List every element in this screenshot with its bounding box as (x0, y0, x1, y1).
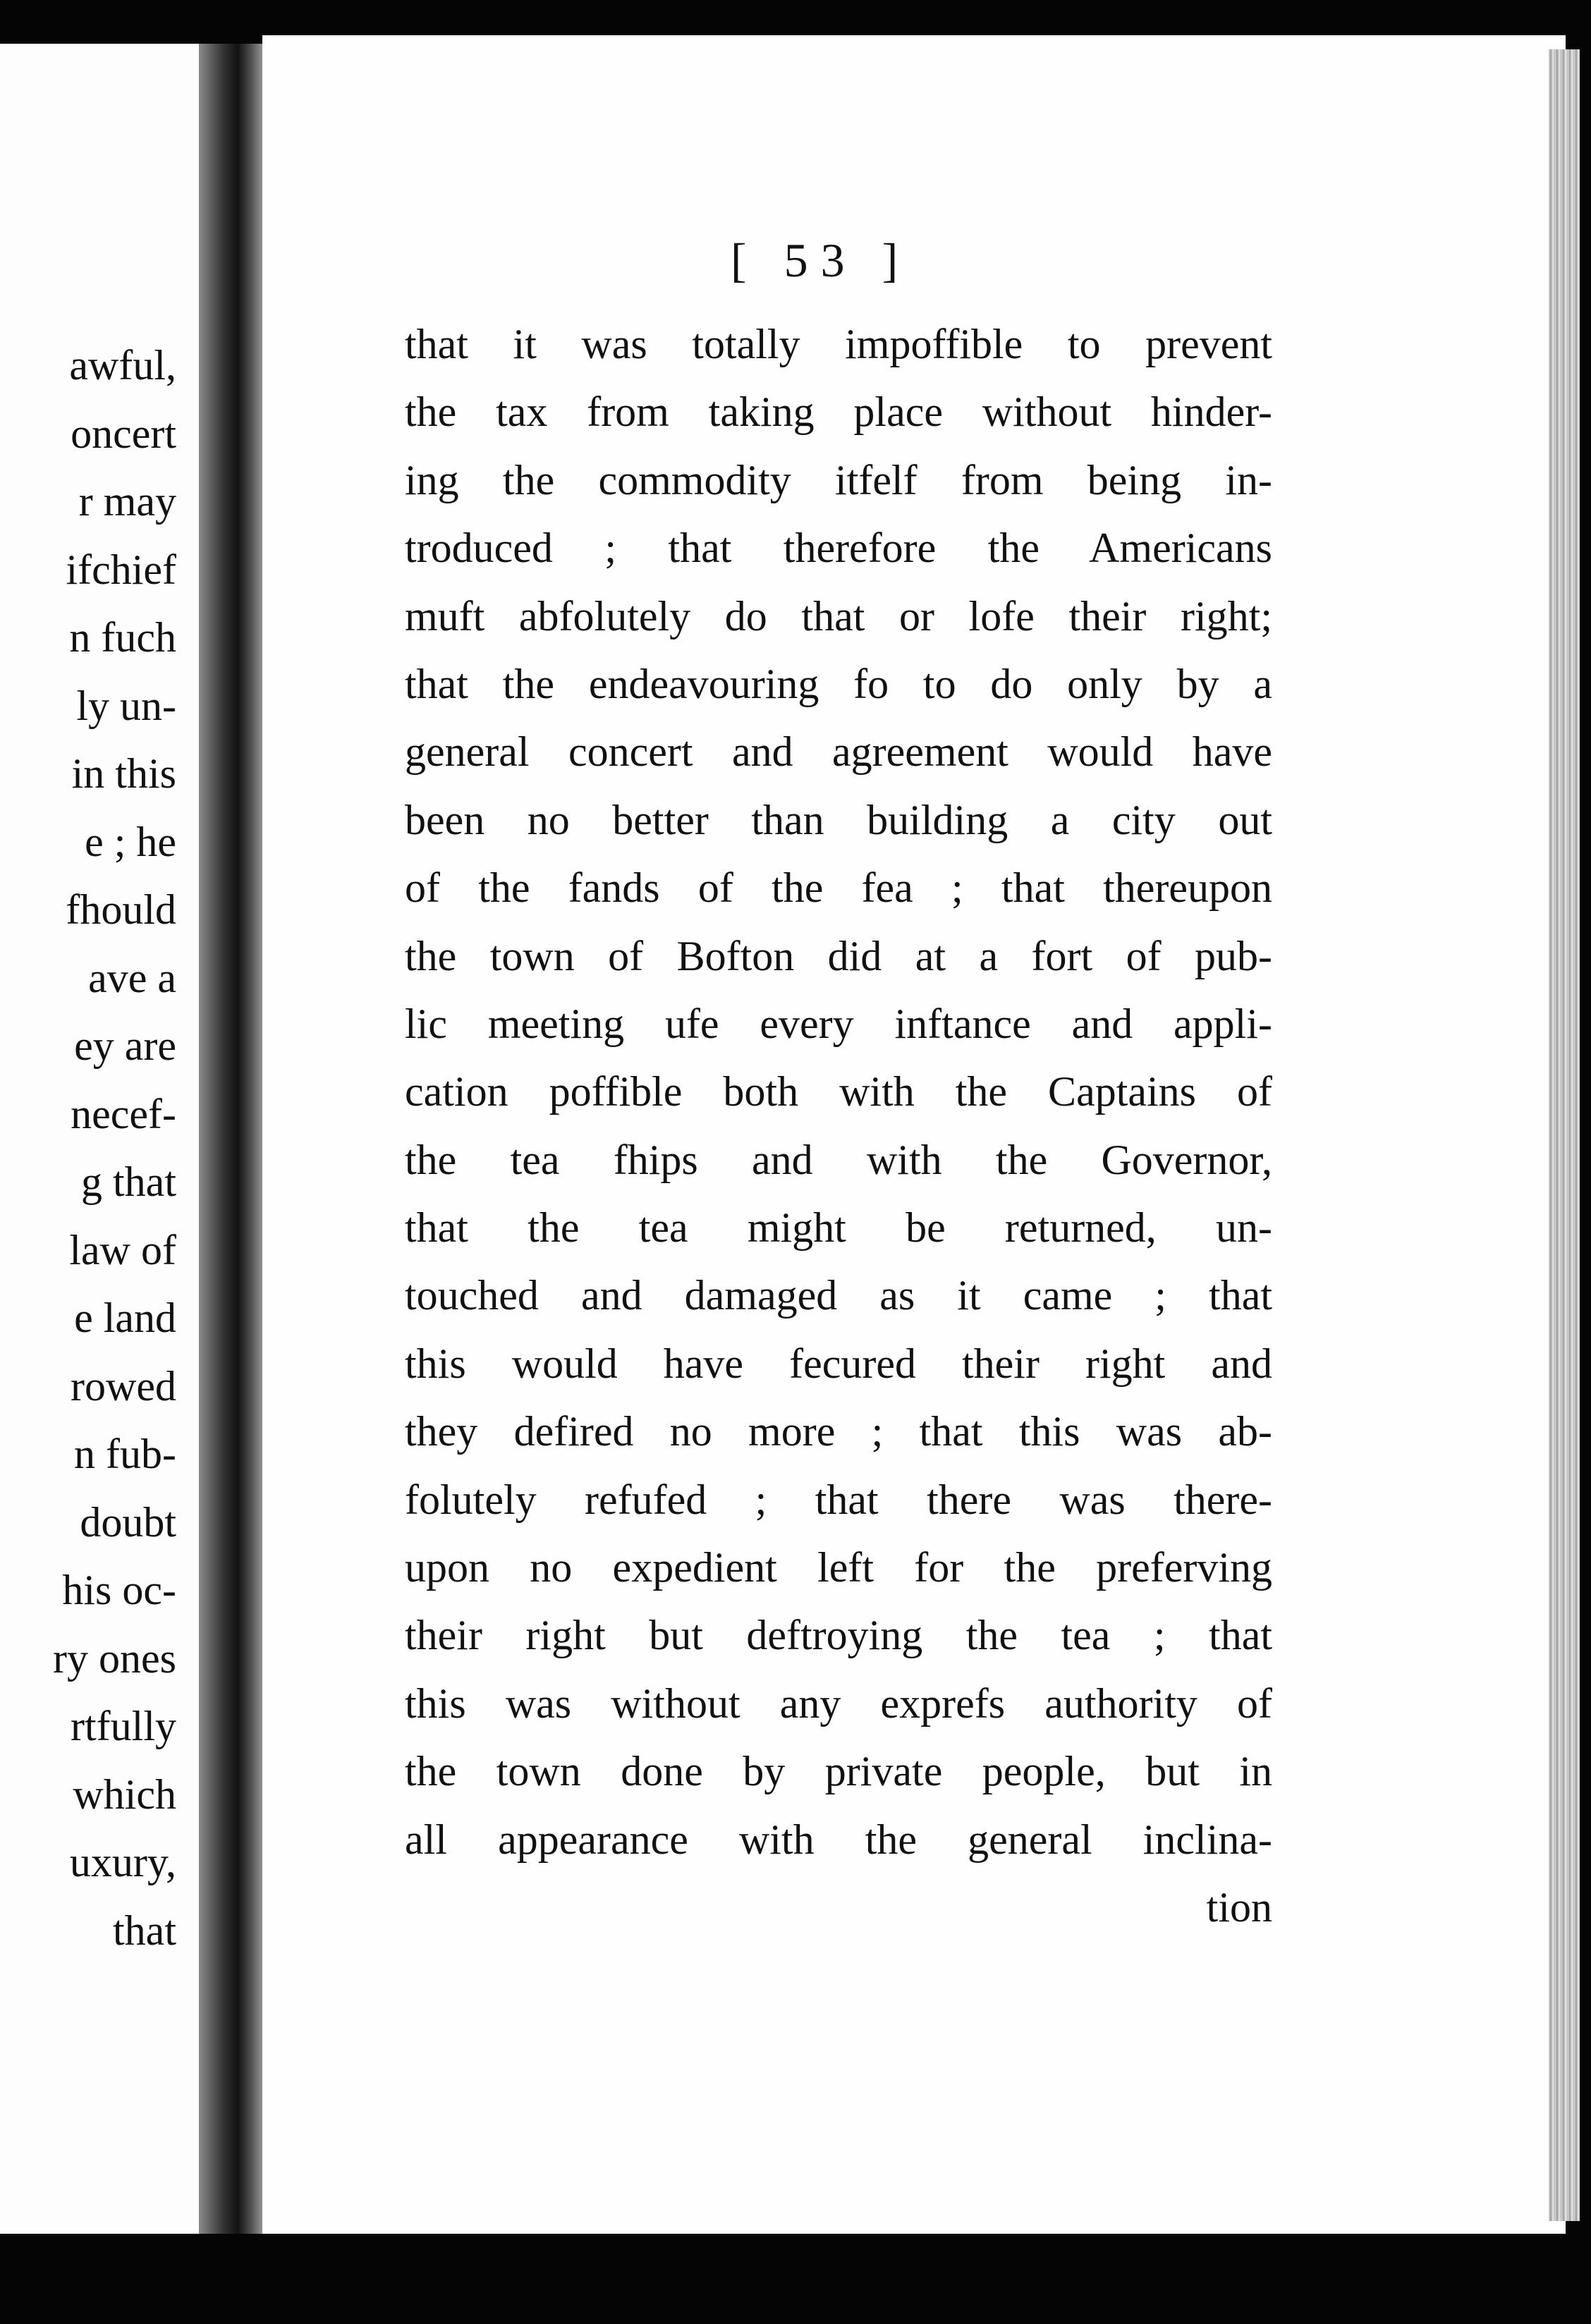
left-line: ly un- (76, 682, 176, 729)
book-gutter (199, 44, 269, 2258)
text-line: cation poffible both with the Captains of (405, 1068, 1272, 1115)
left-line: awful, (69, 342, 176, 389)
left-line: ey are (74, 1022, 176, 1069)
left-line: doubt (80, 1498, 176, 1546)
text-line: general concert and agreement would have (405, 728, 1272, 776)
text-line: all appearance with the general inclina- (405, 1816, 1272, 1863)
left-line: n fuch (69, 614, 176, 661)
text-line: the tax from taking place without hinder- (405, 389, 1272, 436)
left-line: necef- (71, 1090, 176, 1137)
left-line: g that (81, 1158, 176, 1205)
text-line: of the fands of the fea ; that thereupon (405, 864, 1272, 912)
text-line: upon no expedient left for the preferving (405, 1544, 1272, 1591)
left-line: n fub- (74, 1431, 176, 1477)
left-line: oncert (71, 410, 176, 457)
left-line: his oc- (62, 1567, 176, 1613)
text-line: the town of Bofton did at a fort of pub- (405, 932, 1272, 979)
left-line: rowed (71, 1362, 176, 1409)
page-edges (1549, 49, 1580, 2221)
text-line: that the tea might be returned, un- (405, 1204, 1272, 1252)
text-line: their right but deftroying the tea ; that (405, 1612, 1272, 1659)
text-line: they defired no more ; that this was ab- (405, 1408, 1272, 1455)
left-line: e land (74, 1295, 176, 1341)
left-line: fhould (66, 886, 176, 933)
left-line: ifchief (66, 546, 176, 593)
left-line: uxury, (69, 1839, 176, 1885)
text-line: touched and damaged as it came ; that (405, 1272, 1272, 1319)
text-line: troduced ; that therefore the Americans (405, 525, 1272, 572)
text-line: ing the commodity itfelf from being in- (405, 456, 1272, 503)
left-line: ry ones (53, 1634, 176, 1682)
text-line: this was without any exprefs authority of (405, 1680, 1272, 1727)
left-page-text (0, 331, 176, 1964)
left-line: law of (69, 1226, 176, 1273)
body-text (405, 310, 1272, 1941)
left-line: r may (78, 478, 176, 525)
text-line: the tea fhips and with the Governor, (405, 1136, 1272, 1183)
text-line: muft abfolutely do that or lofe their right; (405, 592, 1272, 640)
text-line: that it was totally impoffible to prevent (405, 321, 1272, 367)
left-line: which (73, 1770, 176, 1818)
catchword: tion (1206, 1883, 1272, 1931)
text-line: the town done by private people, but in (405, 1748, 1272, 1795)
text-line: lic meeting ufe every inftance and appli- (405, 1000, 1272, 1047)
left-line: ave a (88, 954, 176, 1001)
text-line: this would have fecured their right and (405, 1340, 1272, 1387)
scan-bottom-border (0, 2234, 1591, 2324)
left-line: that (113, 1907, 176, 1954)
left-line: e ; he (85, 818, 176, 865)
left-line: in this (71, 750, 176, 797)
page-number: [ 53 ] (731, 233, 911, 287)
text-line: been no better than building a city out (405, 796, 1272, 843)
left-line: rtfully (71, 1703, 176, 1749)
text-line: folutely refufed ; that there was there- (405, 1476, 1272, 1523)
text-line: that the endeavouring fo to do only by a (405, 660, 1272, 707)
